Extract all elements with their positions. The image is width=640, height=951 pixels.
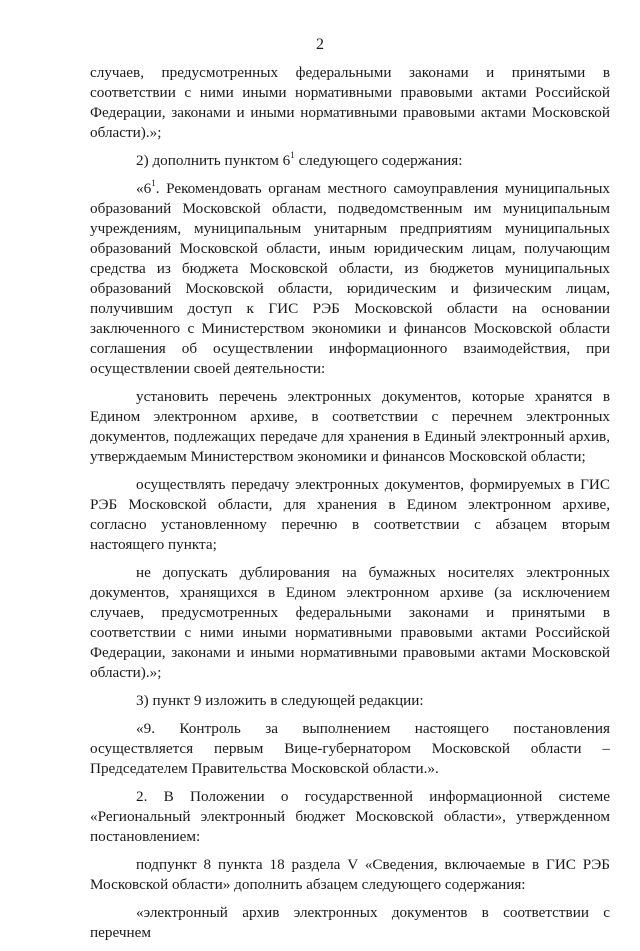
paragraph-3: «$6^1$. Рекомендовать органам местного самоуправления муниципальных образований Московской области, подведомственным им муниципальным учреждениям, муниципальным унитарным предприятиям муниципальных образований Московской области, иным юридическим лицам, получающим средства из бюджета Московской области, из бюджетов муниципальных образований Московской области, юридическим и физическим лицам, получившим доступ к ГИС РЭБ Московской области на основании заключенного с Министерством экономики и финансов Московской области соглашения об осуществлении информационного взаимодействия, при осуществлении своей деятельности: [90, 177, 610, 377]
paragraph-10: подпункт 8 пункта 18 раздела V «Сведения, включаемые в ГИС РЭБ Московской области» дополнить абзацем следующего содержания: [90, 856, 610, 893]
paragraph-11: «электронный архив электронных документов в соответствии с перечнем [90, 904, 610, 941]
paragraph-8: «9. Контроль за выполнением настоящего постановления осуществляется первым Вице-губернатором Московской области – Председателем Правительства Московской области.». [90, 720, 610, 777]
paragraph-7: 3) пункт 9 изложить в следующей редакции: [136, 692, 424, 709]
paragraph-4: установить перечень электронных документов, которые хранятся в Едином электронном архиве, в соответствии с перечнем электронных документов, подлежащих передаче для хранения в Единый электронный архив, утверждаемым Министерством экономики и финансов Московской области; [90, 388, 610, 465]
paragraph-9: 2. В Положении о государственной информационной системе «Региональный электронный бюджет Московской области», утвержденном постановлением: [90, 788, 610, 845]
superscript: 1 [290, 149, 295, 160]
paragraph-5: осуществлять передачу электронных документов, формируемых в ГИС РЭБ Московской области, для хранения в Едином электронном архиве, согласно установленному перечню в соответствии с абзацем вторым настоящего пункта; [90, 476, 610, 553]
paragraph-6: не допускать дублирования на бумажных носителях электронных документов, хранящихся в Едином электронном архиве (за исключением случаев, предусмотренных федеральными законами и принятыми в соответствии с ними иными нормативными правовыми актами Российской Федерации, законами и иными нормативными правовыми актами Московской области).»; [90, 564, 610, 681]
superscript: 1 [151, 177, 156, 188]
page-number: 2 [316, 36, 324, 53]
paragraph-1: случаев, предусмотренных федеральными законами и принятыми в соответствии с ними иными нормативными правовыми актами Российской Федерации, законами и иными нормативными правовыми актами Московской области).»; [90, 64, 610, 141]
paragraph-2: 2) дополнить пунктом $6^1$ следующего содержания: [136, 149, 463, 169]
document-body [90, 63, 610, 951]
